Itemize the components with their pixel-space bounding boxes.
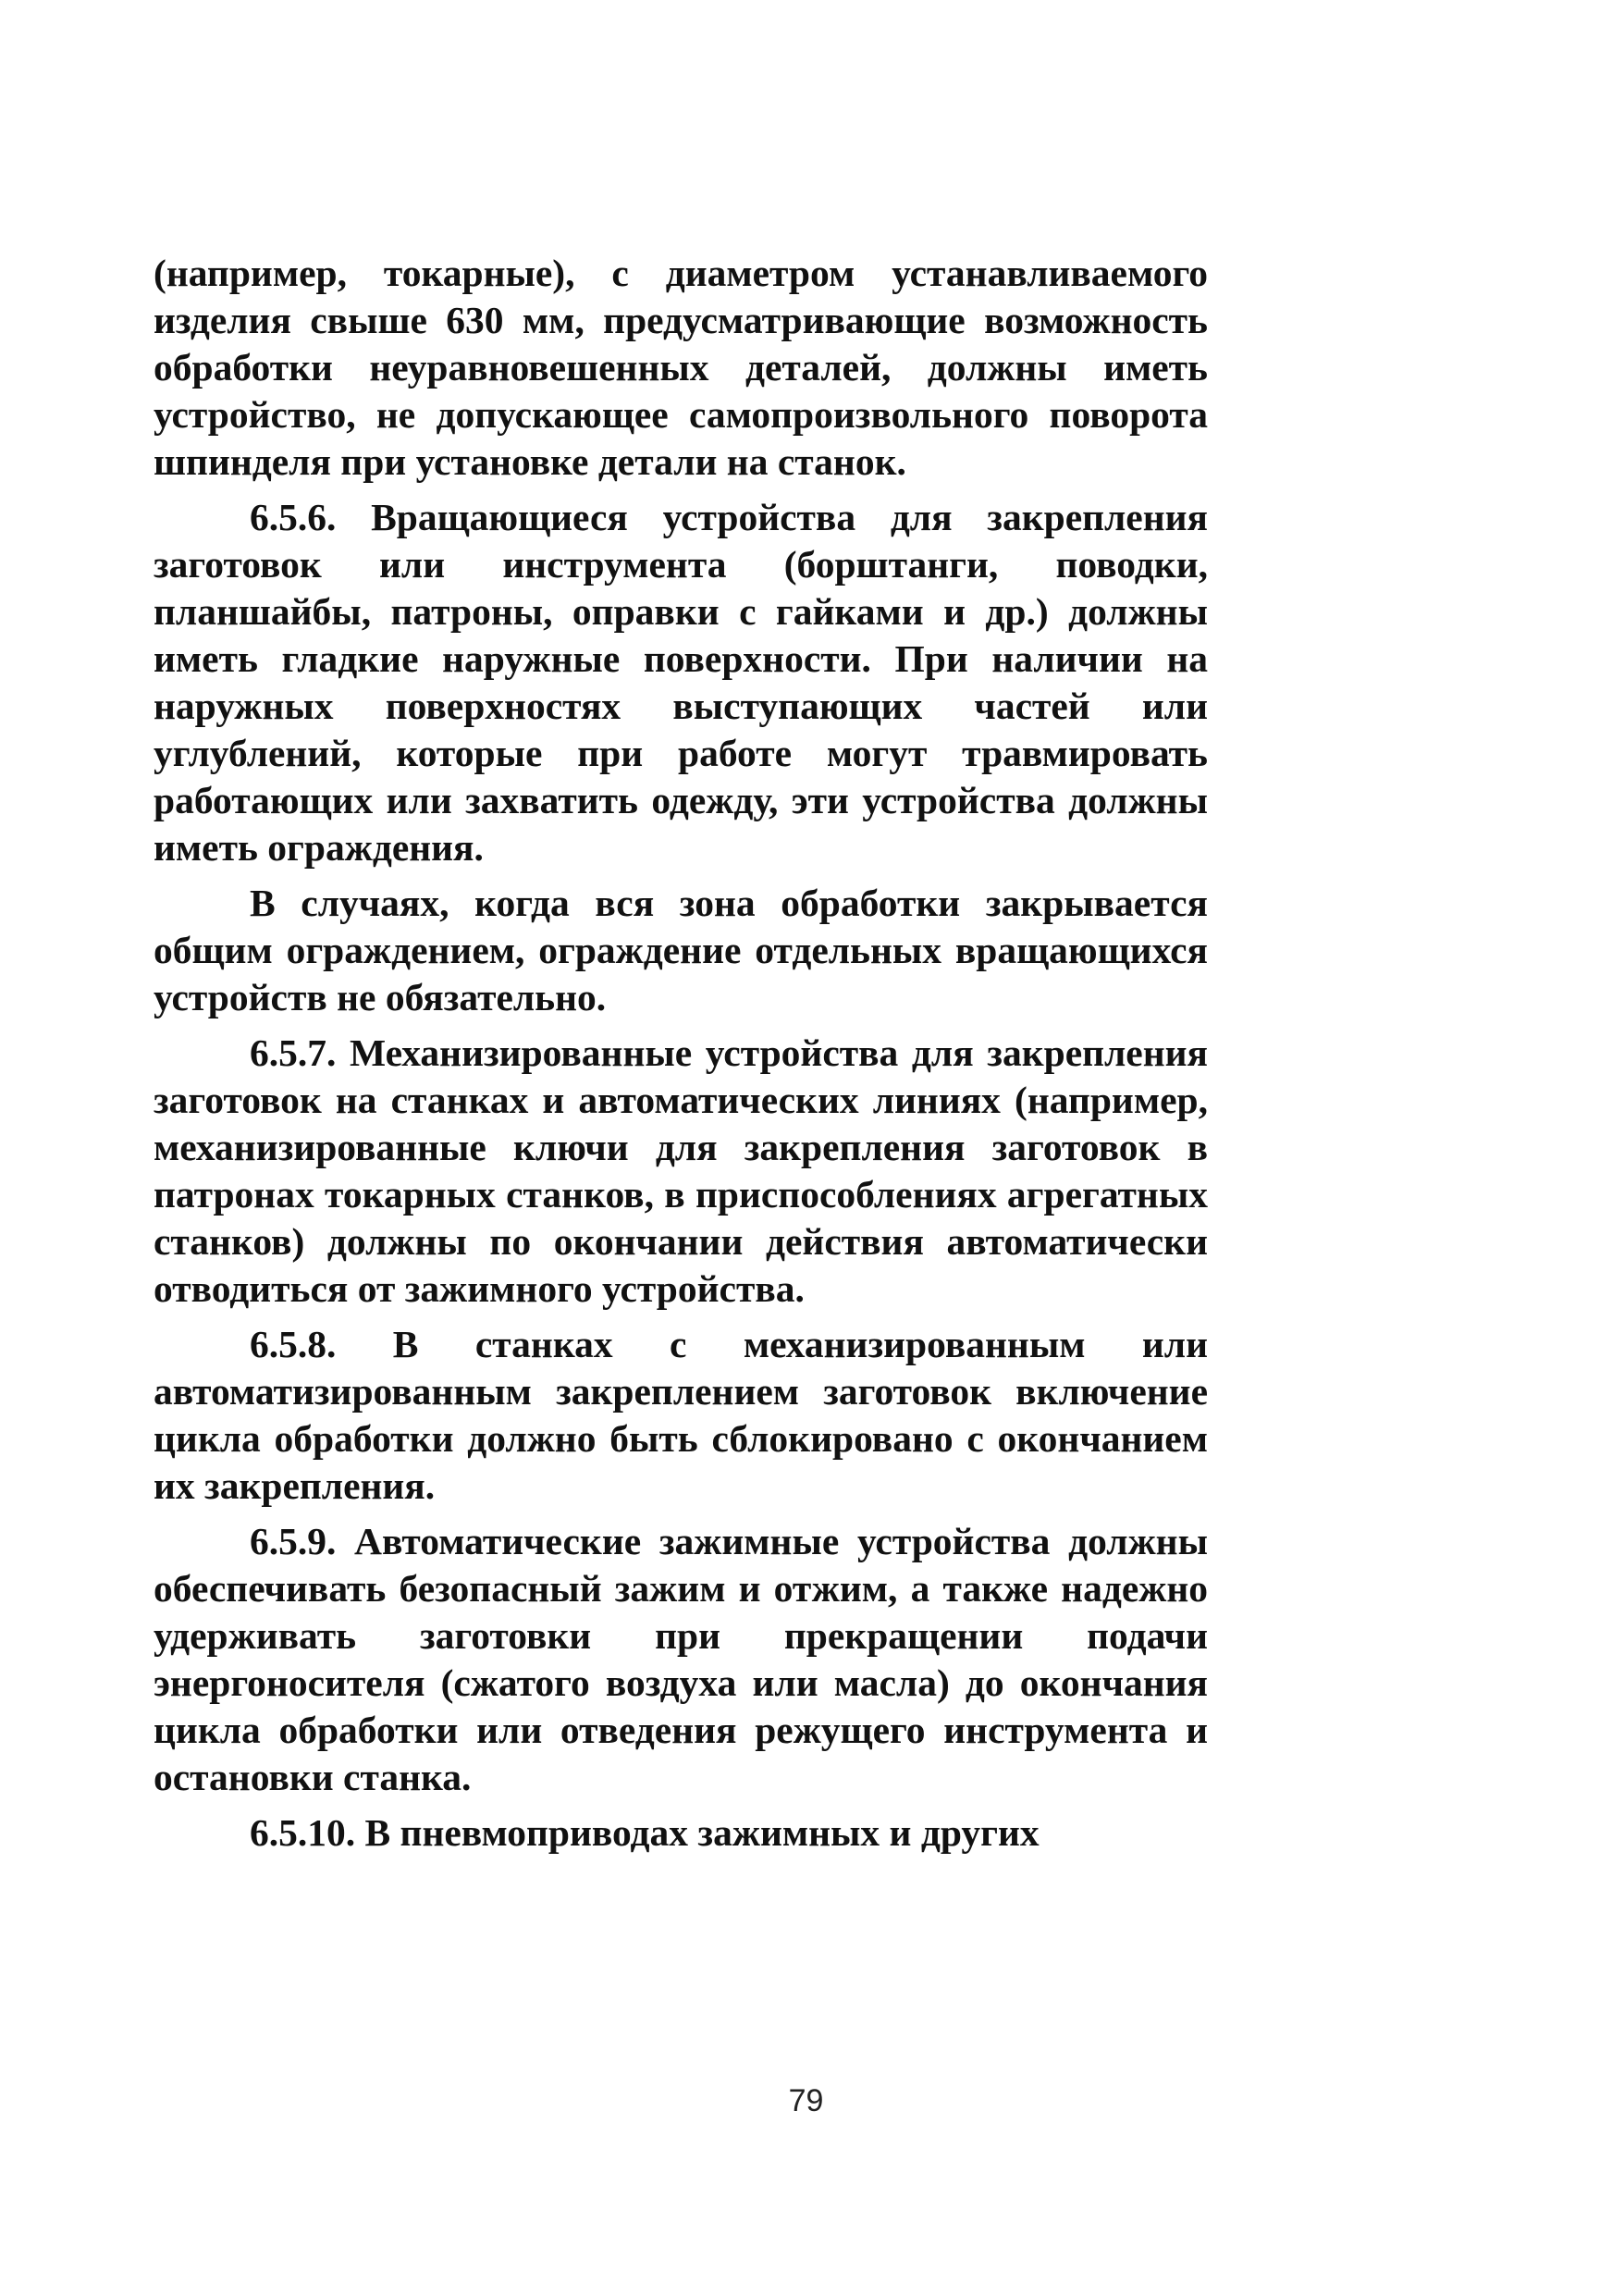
- page-number: 79: [788, 2083, 824, 2118]
- paragraph-6-5-6: 6.5.6. Вращающиеся устройства для закрепления заготовок или инструмента (борштанги, поводки, планшайбы, патроны, оправки с гайками и др.) должны иметь гладкие наружные поверхности. При наличии на наружных поверхностях выступающих частей или углублений, которые при работе могут травмировать работающих или захватить одежду, эти устройства должны иметь ограждения.: [154, 496, 1208, 869]
- paragraph-6-5-10: 6.5.10. В пневмоприводах зажимных и других: [250, 1811, 1040, 1854]
- body-text: [154, 250, 1208, 1865]
- paragraph-6-5-8: 6.5.8. В станках с механизированным или автоматизированным закреплением заготовок включение цикла обработки должно быть сблокировано с окончанием их закрепления.: [154, 1323, 1208, 1507]
- paragraph-continuation: (например, токарные), с диаметром устанавливаемого изделия свыше 630 мм, предусматривающие возможность обработки неуравновешенных деталей, должны иметь устройство, не допускающее самопроизвольного поворота шпинделя при установке детали на станок.: [154, 252, 1208, 483]
- paragraph-6-5-7: 6.5.7. Механизированные устройства для закрепления заготовок на станках и автоматических линиях (например, механизированные ключи для закрепления заготовок в патронах токарных станков, в приспособлениях агрегатных станков) должны по окончании действия автоматически отводиться от зажимного устройства.: [154, 1031, 1208, 1310]
- paragraph-6-5-6-note: В случаях, когда вся зона обработки закрывается общим ограждением, ограждение отдельных вращающихся устройств не обязательно.: [154, 882, 1208, 1018]
- paragraph-6-5-9: 6.5.9. Автоматические зажимные устройства должны обеспечивать безопасный зажим и отжим, а также надежно удерживать заготовки при прекращении подачи энергоносителя (сжатого воздуха или масла) до окончания цикла обработки или отведения режущего инструмента и остановки станка.: [154, 1520, 1208, 1798]
